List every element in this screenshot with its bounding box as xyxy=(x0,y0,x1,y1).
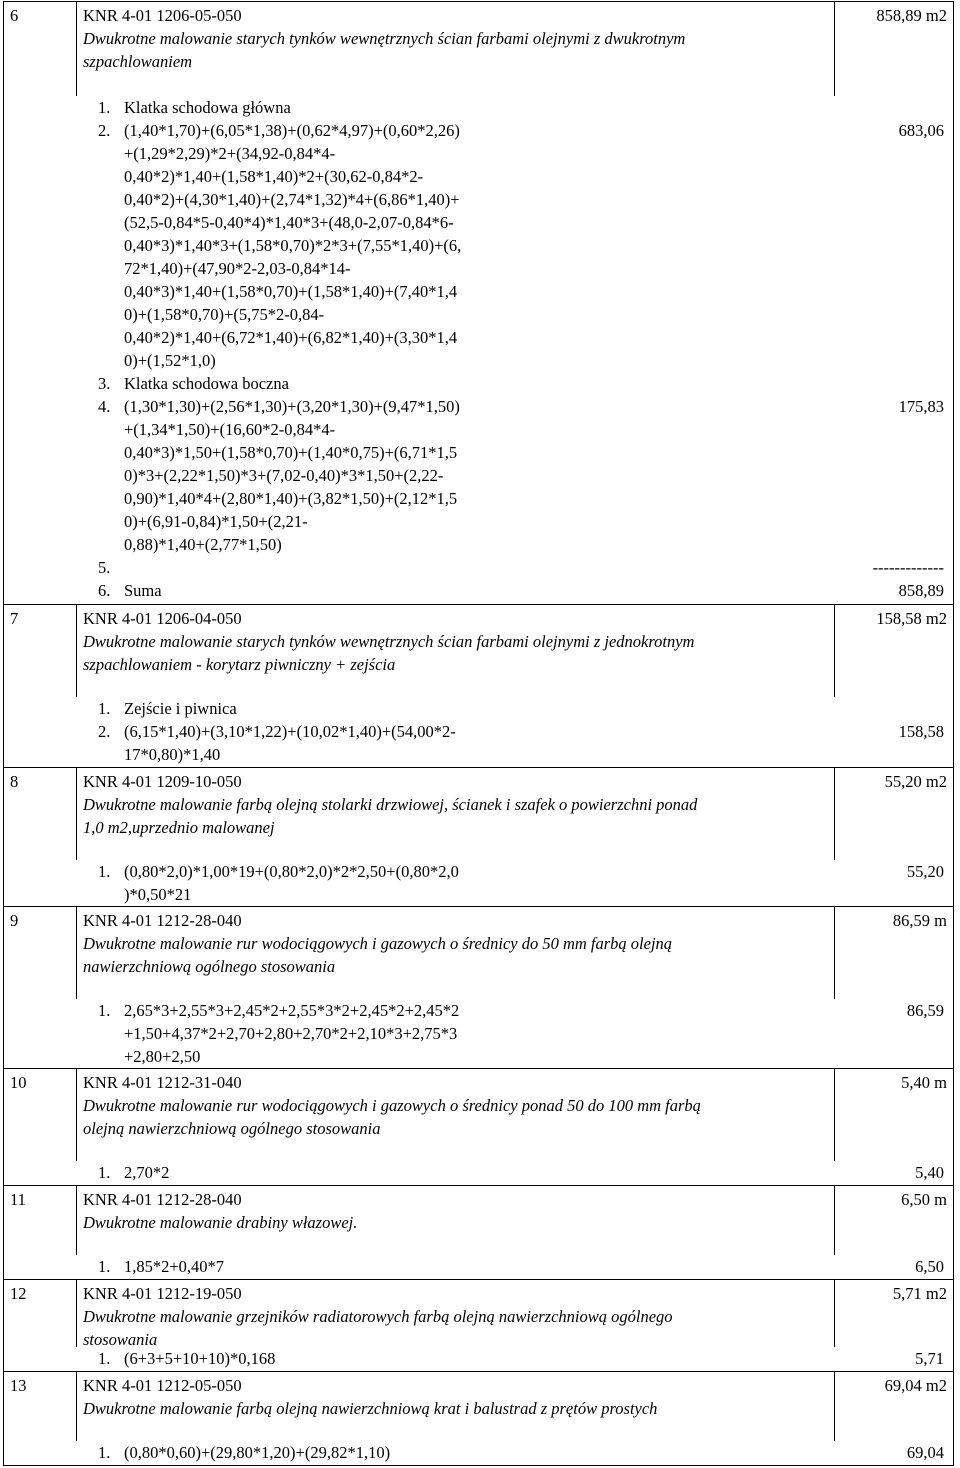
item-description-block xyxy=(83,1188,828,1234)
calc-line xyxy=(4,860,953,883)
calc-formula: (1,40*1,70)+(6,05*1,38)+(0,62*4,97)+(0,60*2,26) xyxy=(124,121,460,140)
calc-result: 5,71 xyxy=(915,1349,944,1368)
calc-formula: Suma xyxy=(124,581,162,600)
item-header xyxy=(4,605,953,697)
calc-line xyxy=(4,303,953,326)
item-header xyxy=(4,907,953,999)
calc-formula: (6+3+5+10+10)*0,168 xyxy=(124,1349,276,1368)
item-description-line: olejną nawierzchniową ogólnego stosowania xyxy=(83,1119,381,1138)
item-code: KNR 4-01 1209-10-050 xyxy=(83,772,242,791)
column-divider xyxy=(76,907,77,999)
item-quantity: 158,58 m2 xyxy=(876,609,947,628)
item-number: 13 xyxy=(10,1376,27,1395)
calc-line xyxy=(4,1045,953,1068)
calc-formula: 2,65*3+2,55*3+2,45*2+2,55*3*2+2,45*2+2,45*2 xyxy=(124,1001,460,1020)
calc-formula: 0)*3+(2,22*1,50)*3+(7,02-0,40)*3*1,50+(2,22- xyxy=(124,466,444,485)
calc-line-number: 1. xyxy=(98,699,111,718)
calc-formula: +(1,34*1,50)+(16,60*2-0,84*4- xyxy=(124,420,336,439)
calc-line xyxy=(4,441,953,464)
calc-formula: 72*1,40)+(47,90*2-2,03-0,84*14- xyxy=(124,259,351,278)
item-header xyxy=(4,2,953,96)
item-description-line: szpachlowaniem - korytarz piwniczny + zejścia xyxy=(83,655,396,674)
item-header xyxy=(4,1372,953,1441)
item-number: 11 xyxy=(10,1190,26,1209)
item-code: KNR 4-01 1212-19-050 xyxy=(83,1284,242,1303)
calc-formula: (6,15*1,40)+(3,10*1,22)+(10,02*1,40)+(54,00*2- xyxy=(124,722,456,741)
column-divider xyxy=(76,768,77,860)
calc-line-number: 1. xyxy=(98,1349,111,1368)
column-divider xyxy=(76,1280,77,1347)
column-divider xyxy=(834,2,835,96)
estimate-item xyxy=(3,1371,954,1466)
item-code: KNR 4-01 1212-28-040 xyxy=(83,1190,242,1209)
estimate-item xyxy=(3,1185,954,1280)
calc-line-number: 2. xyxy=(98,722,111,741)
item-number: 12 xyxy=(10,1284,27,1303)
calc-line xyxy=(4,556,953,579)
calc-formula: +2,80+2,50 xyxy=(124,1047,201,1066)
calc-formula: +(1,29*2,29)*2+(34,92-0,84*4- xyxy=(124,144,336,163)
calc-formula: Klatka schodowa boczna xyxy=(124,374,289,393)
calc-line xyxy=(4,372,953,395)
column-divider xyxy=(834,1372,835,1441)
calc-line-number: 1. xyxy=(98,1163,111,1182)
estimate-item xyxy=(3,1068,954,1186)
calc-formula: (0,80*0,60)+(29,80*1,20)+(29,82*1,10) xyxy=(124,1443,391,1462)
calc-formula: 0,40*2)*1,40+(1,58*1,40)*2+(30,62-0,84*2- xyxy=(124,167,424,186)
calc-line xyxy=(4,96,953,119)
item-code: KNR 4-01 1206-05-050 xyxy=(83,6,242,25)
column-divider xyxy=(76,1372,77,1441)
column-divider xyxy=(834,1186,835,1255)
column-divider xyxy=(834,907,835,999)
calc-line xyxy=(4,883,953,906)
calc-result: 683,06 xyxy=(898,121,944,140)
calc-line-number: 1. xyxy=(98,98,111,117)
calc-result: 175,83 xyxy=(898,397,944,416)
calc-line xyxy=(4,1441,953,1464)
calc-line xyxy=(4,1022,953,1045)
calc-line xyxy=(4,165,953,188)
calc-line xyxy=(4,510,953,533)
calc-line xyxy=(4,579,953,602)
item-description-line: Dwukrotne malowanie rur wodociągowych i gazowych o średnicy ponad 50 do 100 mm farbą xyxy=(83,1096,701,1115)
calc-formula: 2,70*2 xyxy=(124,1163,170,1182)
item-description-line: Dwukrotne malowanie starych tynków wewnętrznych ścian farbami olejnymi z dwukrotnym xyxy=(83,29,686,48)
item-description-block xyxy=(83,909,828,978)
calc-line xyxy=(4,1161,953,1184)
item-number: 9 xyxy=(10,911,19,930)
item-quantity: 86,59 m xyxy=(892,911,947,930)
calc-line xyxy=(4,999,953,1022)
estimate-item xyxy=(3,604,954,768)
item-number: 7 xyxy=(10,609,19,628)
calc-line-number: 1. xyxy=(98,862,111,881)
item-description-line: nawierzchniową ogólnego stosowania xyxy=(83,957,336,976)
item-number: 10 xyxy=(10,1073,27,1092)
item-header xyxy=(4,1186,953,1255)
item-quantity: 6,50 m xyxy=(901,1190,947,1209)
calc-line xyxy=(4,188,953,211)
calc-result: ------------- xyxy=(872,558,944,577)
item-description-line: szpachlowaniem xyxy=(83,52,193,71)
item-code: KNR 4-01 1212-28-040 xyxy=(83,911,242,930)
calc-line-number: 2. xyxy=(98,121,111,140)
calc-line xyxy=(4,487,953,510)
estimate-item xyxy=(3,1279,954,1372)
calc-formula: 1,85*2+0,40*7 xyxy=(124,1257,225,1276)
calc-formula: 0,90)*1,40*4+(2,80*1,40)+(3,82*1,50)+(2,12*1,5 xyxy=(124,489,458,508)
calc-line-number: 5. xyxy=(98,558,111,577)
item-number: 8 xyxy=(10,772,19,791)
item-quantity: 858,89 m2 xyxy=(876,6,947,25)
item-code: KNR 4-01 1212-05-050 xyxy=(83,1376,242,1395)
calc-line xyxy=(4,234,953,257)
calc-line-number: 4. xyxy=(98,397,111,416)
calc-line xyxy=(4,119,953,142)
item-description-line: Dwukrotne malowanie farbą olejną nawierzchniową krat i balustrad z prętów prostych xyxy=(83,1399,658,1418)
calc-line xyxy=(4,464,953,487)
item-quantity: 5,40 m xyxy=(901,1073,947,1092)
estimate-item xyxy=(3,1,954,605)
calc-line-number: 1. xyxy=(98,1001,111,1020)
calc-line xyxy=(4,418,953,441)
column-divider xyxy=(76,1186,77,1255)
calc-formula: 0)+(1,58*0,70)+(5,75*2-0,84- xyxy=(124,305,325,324)
calc-line-number: 3. xyxy=(98,374,111,393)
item-description-line: 1,0 m2,uprzednio malowanej xyxy=(83,818,275,837)
calc-result: 6,50 xyxy=(915,1257,944,1276)
item-description-block xyxy=(83,770,828,839)
item-description-block xyxy=(83,1374,828,1420)
calc-line xyxy=(4,697,953,720)
calc-formula: (52,5-0,84*5-0,40*4)*1,40*3+(48,0-2,07-0,84*6- xyxy=(124,213,454,232)
calc-formula: 0)+(6,91-0,84)*1,50+(2,21- xyxy=(124,512,308,531)
calc-line xyxy=(4,349,953,372)
item-description-block xyxy=(83,1071,828,1140)
calc-formula: 0,40*3)*1,40*3+(1,58*0,70)*2*3+(7,55*1,40)+(6, xyxy=(124,236,462,255)
calc-line xyxy=(4,1255,953,1278)
calc-result: 69,04 xyxy=(906,1443,944,1462)
calc-result: 86,59 xyxy=(906,1001,944,1020)
calc-line xyxy=(4,142,953,165)
item-description-block xyxy=(83,1282,828,1351)
calc-line xyxy=(4,211,953,234)
calc-result: 858,89 xyxy=(898,581,944,600)
calc-formula: 0,40*2)+(4,30*1,40)+(2,74*1,32)*4+(6,86*1,40)+ xyxy=(124,190,460,209)
column-divider xyxy=(76,2,77,96)
item-description-block xyxy=(83,4,828,73)
calc-formula: 0,40*3)*1,50+(1,58*0,70)+(1,40*0,75)+(6,71*1,5 xyxy=(124,443,458,462)
column-divider xyxy=(76,1069,77,1161)
item-header xyxy=(4,1069,953,1161)
item-quantity: 55,20 m2 xyxy=(884,772,947,791)
calc-formula: 0,88)*1,40+(2,77*1,50) xyxy=(124,535,282,554)
item-header xyxy=(4,768,953,860)
calc-line xyxy=(4,720,953,743)
calc-formula: 0)+(1,52*1,0) xyxy=(124,351,216,370)
calc-formula: Zejście i piwnica xyxy=(124,699,237,718)
item-description-line: Dwukrotne malowanie drabiny włazowej. xyxy=(83,1213,358,1232)
calc-result: 55,20 xyxy=(906,862,944,881)
calc-formula: +1,50+4,37*2+2,70+2,80+2,70*2+2,10*3+2,75*3 xyxy=(124,1024,458,1043)
calc-formula: (0,80*2,0)*1,00*19+(0,80*2,0)*2*2,50+(0,80*2,0 xyxy=(124,862,459,881)
calc-formula: )*0,50*21 xyxy=(124,885,192,904)
calc-line xyxy=(4,743,953,766)
item-description-line: Dwukrotne malowanie grzejników radiatorowych farbą olejną nawierzchniową ogólnego xyxy=(83,1307,673,1326)
item-description-line: Dwukrotne malowanie farbą olejną stolarki drzwiowej, ścianek i szafek o powierzchni ponad xyxy=(83,795,698,814)
calc-result: 158,58 xyxy=(898,722,944,741)
item-quantity: 5,71 m2 xyxy=(892,1284,947,1303)
calc-line-number: 1. xyxy=(98,1257,111,1276)
item-code: KNR 4-01 1212-31-040 xyxy=(83,1073,242,1092)
estimate-item xyxy=(3,906,954,1069)
calc-line xyxy=(4,1347,953,1370)
column-divider xyxy=(834,768,835,860)
calc-formula: (1,30*1,30)+(2,56*1,30)+(3,20*1,30)+(9,47*1,50) xyxy=(124,397,460,416)
calc-formula: 0,40*2)*1,40+(6,72*1,40)+(6,82*1,40)+(3,30*1,4 xyxy=(124,328,458,347)
column-divider xyxy=(834,1069,835,1161)
calc-result: 5,40 xyxy=(915,1163,944,1182)
estimate-item xyxy=(3,767,954,907)
calc-line xyxy=(4,395,953,418)
calc-formula: Klatka schodowa główna xyxy=(124,98,291,117)
calc-line-number: 6. xyxy=(98,581,111,600)
calc-formula: 0,40*3)*1,40+(1,58*0,70)+(1,58*1,40)+(7,40*1,4 xyxy=(124,282,458,301)
column-divider xyxy=(834,1280,835,1347)
calc-line xyxy=(4,280,953,303)
calc-formula: 17*0,80)*1,40 xyxy=(124,745,221,764)
column-divider xyxy=(76,605,77,697)
item-number: 6 xyxy=(10,6,19,25)
calc-line xyxy=(4,326,953,349)
calc-line xyxy=(4,257,953,280)
item-header xyxy=(4,1280,953,1347)
column-divider xyxy=(834,605,835,697)
item-description-line: Dwukrotne malowanie starych tynków wewnętrznych ścian farbami olejnymi z jednokrotnym xyxy=(83,632,695,651)
item-code: KNR 4-01 1206-04-050 xyxy=(83,609,242,628)
item-quantity: 69,04 m2 xyxy=(884,1376,947,1395)
item-description-line: Dwukrotne malowanie rur wodociągowych i gazowych o średnicy do 50 mm farbą olejną xyxy=(83,934,673,953)
item-description-block xyxy=(83,607,828,676)
calc-line xyxy=(4,533,953,556)
item-description-line: stosowania xyxy=(83,1330,158,1349)
calc-line-number: 1. xyxy=(98,1443,111,1462)
